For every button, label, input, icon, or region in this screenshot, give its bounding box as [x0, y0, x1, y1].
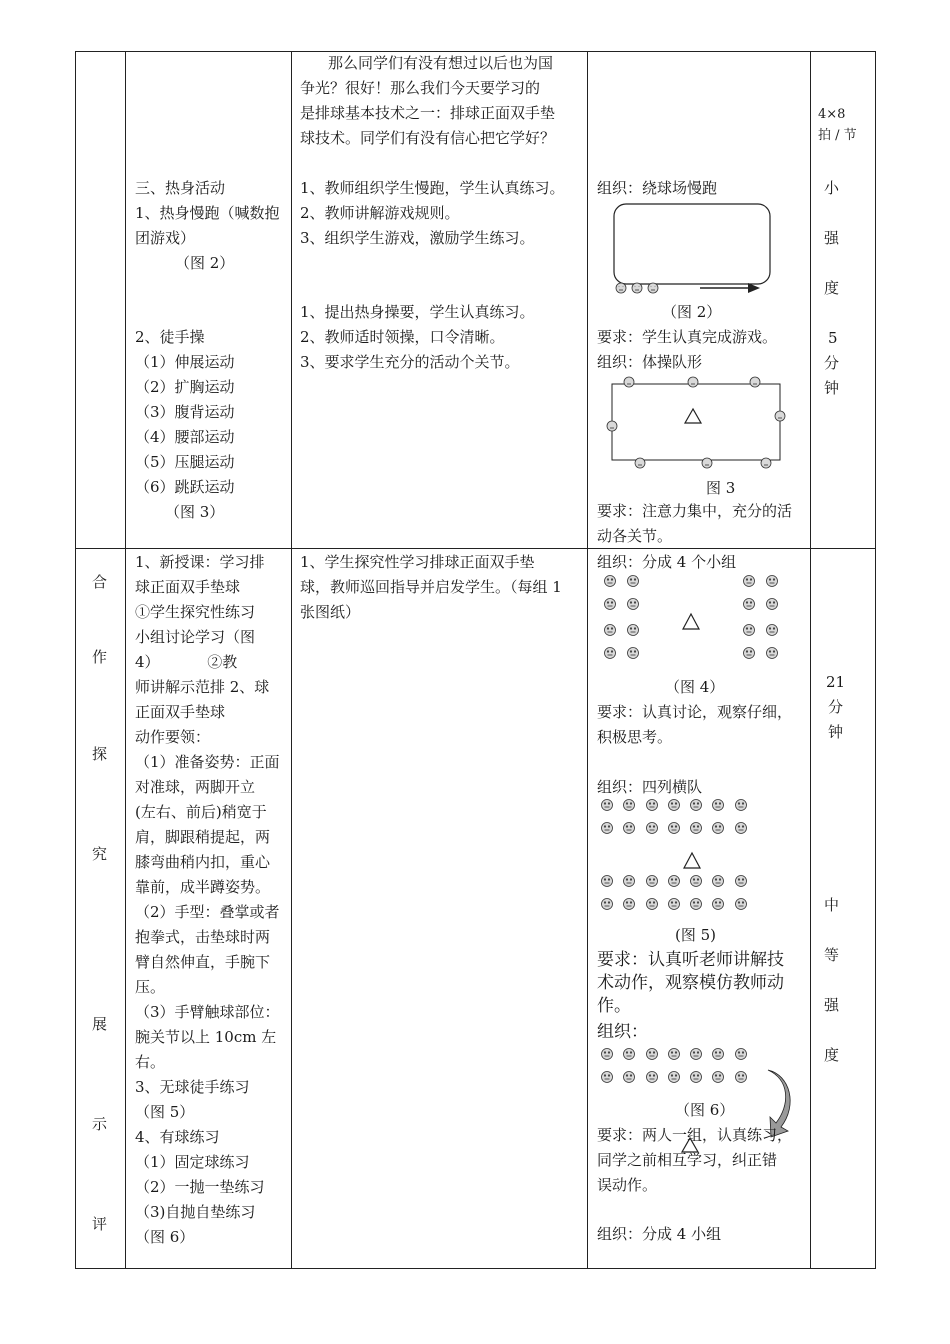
student-face-icon — [602, 823, 613, 834]
lesson-line: 腕关节以上 10cm 左 — [135, 1028, 277, 1046]
time-value: 21 — [826, 673, 846, 691]
time-unit: 钟 — [828, 723, 844, 741]
calisthenics-line: （2）扩胸运动 — [135, 378, 235, 396]
phase-char: 评 — [92, 1215, 108, 1233]
calisthenics-line: （5）压腿运动 — [135, 453, 235, 471]
lesson-line: （2）一抛一垫练习 — [135, 1178, 265, 1196]
lesson-line: 正面双手垫球 — [135, 703, 226, 721]
student-face-icon — [647, 876, 658, 887]
student-face-icon — [628, 648, 639, 659]
time-unit: 分 — [828, 698, 844, 716]
calisthenics-line: 2、徒手操 — [135, 328, 205, 346]
four-rows-formation-diagram — [600, 797, 760, 915]
intro-line: 争光？很好！那么我们今天要学习的 — [300, 79, 541, 97]
student-face-icon — [750, 377, 760, 387]
student-face-icon — [669, 1072, 680, 1083]
student-face-icon — [605, 625, 616, 636]
student-face-icon — [713, 876, 724, 887]
student-face-icon — [736, 1049, 747, 1060]
student-face-icon — [635, 458, 645, 468]
student-face-icon — [628, 625, 639, 636]
warmup-line: 三、热身活动 — [135, 179, 226, 197]
jogging-track-diagram — [600, 200, 800, 300]
student-face-icon — [602, 876, 613, 887]
gymnastics-formation-diagram — [600, 376, 790, 471]
new-lesson-content — [135, 550, 280, 1250]
four-groups-diagram — [600, 573, 790, 665]
lesson-line: ①学生探究性练习 — [135, 603, 256, 621]
student-face-icon — [767, 599, 778, 610]
student-face-icon — [669, 800, 680, 811]
student-face-icon — [736, 899, 747, 910]
student-face-icon — [702, 458, 712, 468]
student-face-icon — [624, 899, 635, 910]
student-face-icon — [691, 899, 702, 910]
intensity-char: 强 — [824, 996, 840, 1014]
activity-line: 3、组织学生游戏，激励学生练习。 — [300, 229, 535, 247]
phase-char: 展 — [92, 1015, 108, 1033]
student-face-icon — [624, 823, 635, 834]
student-face-icon — [688, 377, 698, 387]
activity-line: 张图纸） — [300, 603, 361, 621]
requirement-line: 要求：认真听老师讲解技 — [597, 950, 784, 970]
student-face-icon — [744, 576, 755, 587]
student-face-icon — [744, 599, 755, 610]
lesson-line: （2）手型：叠掌或者 — [135, 903, 280, 921]
table-col-divider-3 — [587, 51, 588, 1269]
teacher-triangle-icon — [684, 853, 700, 868]
student-face-icon — [669, 823, 680, 834]
lesson-line: 4、有球练习 — [135, 1128, 220, 1146]
student-face-icon — [602, 1049, 613, 1060]
student-face-icon — [647, 823, 658, 834]
requirement-pairs — [597, 1123, 792, 1198]
lesson-line: （3)自抛自垫练习 — [135, 1203, 256, 1221]
student-face-icon — [648, 283, 658, 293]
requirement-discussion — [597, 700, 792, 750]
table-border-bottom — [75, 1268, 876, 1269]
student-face-icon — [628, 576, 639, 587]
intensity-column — [824, 893, 839, 1068]
student-face-icon — [624, 800, 635, 811]
intensity-char: 中 — [824, 896, 840, 914]
lesson-line: 3、无球徒手练习 — [135, 1078, 250, 1096]
phase-char: 究 — [92, 845, 108, 863]
intensity-time-column — [824, 176, 839, 401]
table-col-divider-2 — [291, 51, 292, 1269]
calisthenics-line: （3）腹背运动 — [135, 403, 235, 421]
lesson-line: 抱拳式，击垫球时两 — [135, 928, 271, 946]
student-face-icon — [713, 899, 724, 910]
student-face-icon — [691, 800, 702, 811]
beats-unit: 拍 / 节 — [818, 128, 857, 143]
activity-line: 球，教师巡回指导并启发学生。（每组 1 — [300, 578, 562, 596]
org-jog-label: 组织：绕球场慢跑 — [597, 179, 718, 197]
phase-char: 示 — [92, 1115, 108, 1133]
requirement-line: 要求：认真讨论，观察仔细， — [597, 703, 793, 721]
student-face-icon — [669, 1049, 680, 1060]
lesson-line: (左右、前后)稍宽于 — [135, 803, 267, 821]
student-face-icon — [624, 876, 635, 887]
activity-line: 1、教师组织学生慢跑，学生认真练习。 — [300, 179, 565, 197]
table-border-left — [75, 51, 76, 1269]
warmup-line: 团游戏） — [135, 229, 196, 247]
student-face-icon — [647, 1049, 658, 1060]
lesson-line: 小组讨论学习（图 — [135, 628, 256, 646]
time-unit: 钟 — [824, 379, 840, 397]
requirement-imitate — [597, 949, 784, 1018]
calisthenics-line: （6）跳跃运动 — [135, 478, 235, 496]
table-col-divider-1 — [125, 51, 126, 1269]
lesson-line: 4） ②教 — [135, 653, 238, 671]
table-border-right — [875, 51, 876, 1269]
intensity-char: 强 — [824, 229, 840, 247]
intro-line: 那么同学们有没有想过以后也为国 — [328, 54, 554, 72]
lesson-line: 右。 — [135, 1053, 166, 1071]
phase-char: 合 — [92, 573, 108, 591]
lesson-line: （3）手臂触球部位： — [135, 1003, 280, 1021]
student-face-icon — [602, 800, 613, 811]
teacher-triangle-icon — [685, 409, 701, 423]
requirement-line: 同学之前相互学习，纠正错 — [597, 1151, 778, 1169]
lesson-line: 肩，脚跟稍提起，两 — [135, 828, 271, 846]
calisthenics-line: （4）腰部运动 — [135, 428, 235, 446]
student-face-icon — [736, 800, 747, 811]
student-face-icon — [624, 1049, 635, 1060]
requirement-game: 要求：学生认真完成游戏。 — [597, 328, 778, 346]
student-face-icon — [616, 283, 626, 293]
student-face-icon — [669, 876, 680, 887]
org-four-rows-label: 组织：四列横队 — [597, 778, 703, 796]
activity-line: 2、教师讲解游戏规则。 — [300, 204, 460, 222]
student-face-icon — [605, 599, 616, 610]
student-face-icon — [647, 800, 658, 811]
warmup-line: （图 2） — [175, 254, 235, 272]
student-face-icon — [744, 648, 755, 659]
figure-2-caption: （图 2） — [662, 303, 722, 321]
requirement-line: 误动作。 — [597, 1176, 658, 1194]
student-face-icon — [605, 576, 616, 587]
lesson-line: （图 5） — [135, 1103, 195, 1121]
student-face-icon — [647, 1072, 658, 1083]
lesson-line: （图 6） — [135, 1228, 195, 1246]
activity-line: 2、教师适时领操，口令清晰。 — [300, 328, 505, 346]
requirement-line: 术动作，观察模仿教师动 — [597, 973, 784, 993]
student-face-icon — [647, 899, 658, 910]
intensity-char: 等 — [824, 946, 840, 964]
calisthenics-content — [135, 325, 235, 525]
student-face-icon — [602, 1072, 613, 1083]
figure-3-caption: 图 3 — [706, 479, 736, 497]
student-face-icon — [761, 458, 771, 468]
time-value: 5 — [828, 329, 838, 347]
figure-6-caption: （图 6） — [675, 1101, 735, 1119]
intro-line: 球技术。同学们有没有信心把它学好？ — [300, 129, 556, 147]
lesson-line: 压。 — [135, 978, 166, 996]
student-face-icon — [775, 411, 785, 421]
student-face-icon — [691, 823, 702, 834]
student-face-icon — [624, 1072, 635, 1083]
student-face-icon — [736, 1072, 747, 1083]
beats-per-section — [818, 104, 857, 146]
activity-line: 1、学生探究性学习排球正面双手垫 — [300, 553, 535, 571]
requirement-line: 要求：注意力集中，充分的活 — [597, 502, 793, 520]
student-face-icon — [744, 625, 755, 636]
figure-5-caption: (图 5) — [675, 926, 717, 944]
activity-line: 1、提出热身操要，学生认真练习。 — [300, 303, 535, 321]
intro-paragraph — [300, 51, 555, 151]
org-four-groups-label: 组织：分成 4 个小组 — [597, 553, 737, 571]
org-four-subgroups-label: 组织：分成 4 小组 — [597, 1225, 722, 1243]
lesson-line: 靠前，成半蹲姿势。 — [135, 878, 271, 896]
student-face-icon — [607, 421, 617, 431]
lesson-line: （1）固定球练习 — [135, 1153, 250, 1171]
student-face-icon — [624, 377, 634, 387]
requirement-line: 积极思考。 — [597, 728, 673, 746]
student-face-icon — [767, 648, 778, 659]
intensity-char: 度 — [824, 279, 840, 297]
intro-line: 是排球基本技术之一：排球正面双手垫 — [300, 104, 556, 122]
student-face-icon — [736, 876, 747, 887]
phase-char: 探 — [92, 745, 108, 763]
requirement-line: 动各关节。 — [597, 527, 673, 545]
intensity-char: 小 — [824, 179, 840, 197]
student-face-icon — [691, 1072, 702, 1083]
lesson-line: 1、新授课：学习排 — [135, 553, 265, 571]
exploration-activity — [300, 550, 562, 625]
student-face-icon — [632, 283, 642, 293]
student-face-icon — [605, 648, 616, 659]
figure-4-caption: （图 4） — [665, 678, 725, 696]
student-face-icon — [713, 1049, 724, 1060]
lesson-line: 臂自然伸直，手腕下 — [135, 953, 271, 971]
student-face-icon — [669, 899, 680, 910]
calisthenics-line: （图 3） — [165, 503, 225, 521]
requirement-line: 要求：两人一组，认真练习， — [597, 1126, 793, 1144]
warmup-line: 1、热身慢跑（喊数抱 — [135, 204, 280, 222]
time-unit: 分 — [824, 354, 840, 372]
student-face-icon — [713, 800, 724, 811]
requirement-gymnastics — [597, 499, 792, 549]
beats-count: 4×8 — [818, 107, 846, 122]
lesson-line: 膝弯曲稍内扣，重心 — [135, 853, 271, 871]
lesson-line: 师讲解示范排 2、球 — [135, 678, 270, 696]
student-face-icon — [713, 1072, 724, 1083]
time-column — [826, 670, 845, 745]
student-face-icon — [628, 599, 639, 610]
student-face-icon — [691, 1049, 702, 1060]
intensity-char: 度 — [824, 1046, 840, 1064]
student-face-icon — [767, 625, 778, 636]
org-pairs-label: 组织： — [597, 1022, 648, 1042]
requirement-line: 作。 — [597, 996, 631, 1016]
student-face-icon — [736, 823, 747, 834]
teacher-triangle-icon — [683, 614, 699, 629]
lesson-line: 动作要领： — [135, 728, 211, 746]
phase-char: 作 — [92, 648, 108, 666]
teacher-activity-calisthenics — [300, 300, 535, 375]
table-col-divider-4 — [810, 51, 811, 1269]
teacher-activity-warmup — [300, 176, 565, 251]
calisthenics-line: （1）伸展运动 — [135, 353, 235, 371]
student-face-icon — [713, 823, 724, 834]
lesson-line: （1）准备姿势：正面 — [135, 753, 280, 771]
warmup-content — [135, 176, 280, 276]
student-face-icon — [767, 576, 778, 587]
student-face-icon — [602, 899, 613, 910]
phase-label-column — [92, 570, 107, 1237]
activity-line: 3、要求学生充分的活动个关节。 — [300, 353, 520, 371]
student-face-icon — [691, 876, 702, 887]
lesson-line: 球正面双手垫球 — [135, 578, 241, 596]
org-gymnastics-label: 组织：体操队形 — [597, 353, 703, 371]
lesson-line: 对准球，两脚开立 — [135, 778, 256, 796]
